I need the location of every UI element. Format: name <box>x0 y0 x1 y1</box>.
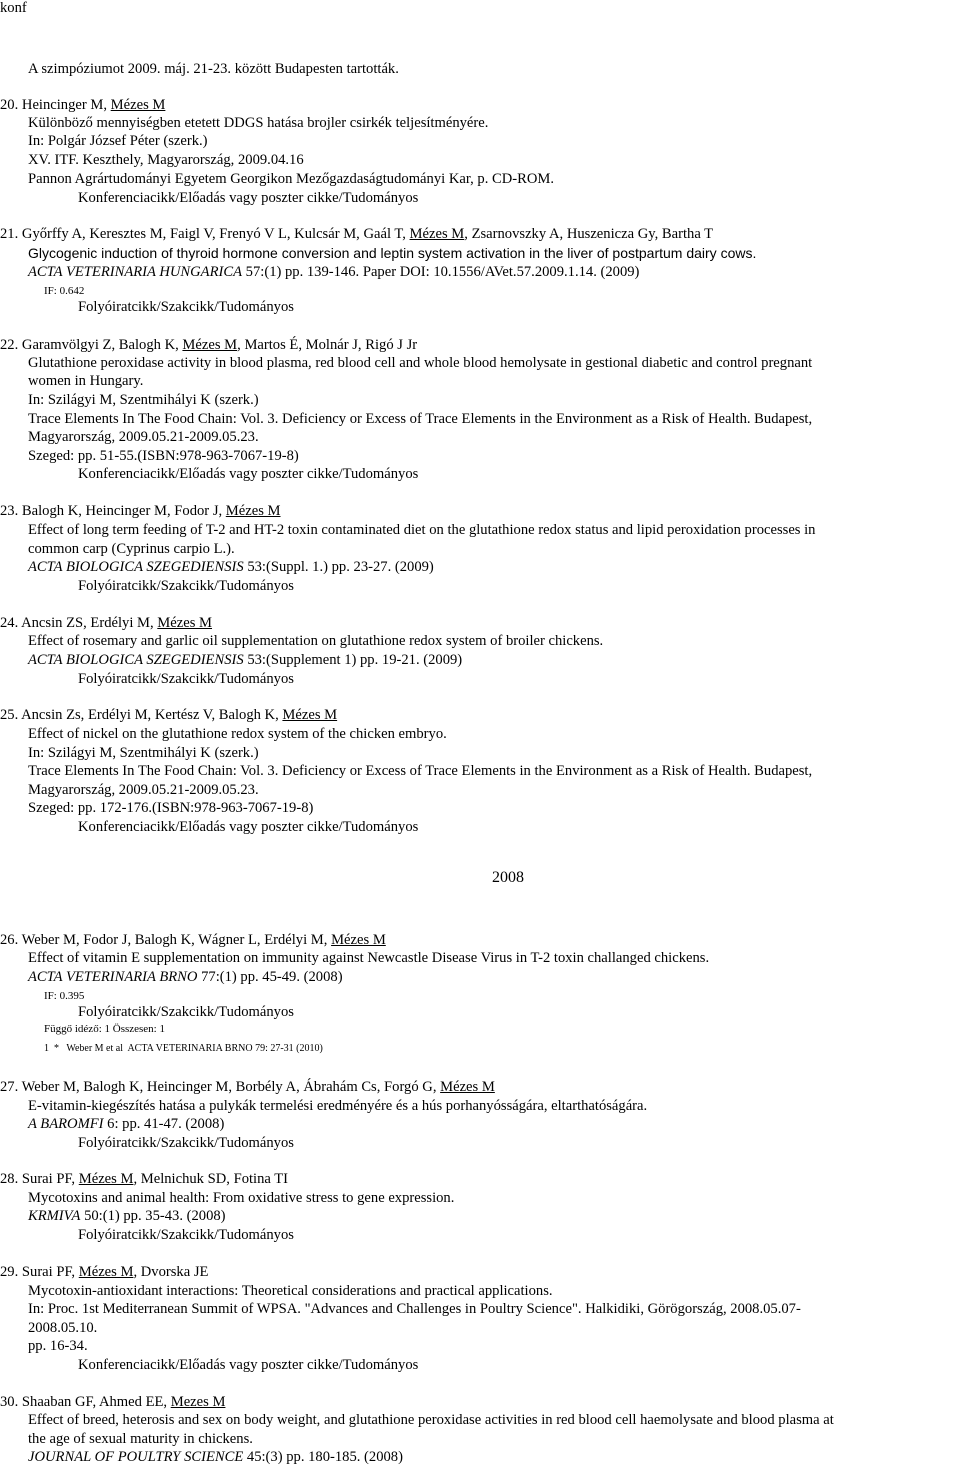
entry-title: Glycogenic induction of thyroid hormone conversion and leptin system activation in the liver of postpartum dairy cows. <box>28 245 757 261</box>
author-link[interactable]: Mézes M <box>225 503 281 519</box>
entry-category: Folyóiratcikk/Szakcikk/Tudományos <box>78 1135 294 1151</box>
entry-authors: Heincinger M, Mézes M <box>21 97 166 113</box>
entry-journal-line: ACTA BIOLOGICA SZEGEDIENSIS 53:(Supplement 1) pp. 19-21. (2009) <box>28 652 463 668</box>
intro-line: A szimpóziumot 2009. máj. 21-23. között Budapesten tartották. <box>28 61 399 77</box>
author-link[interactable]: Mézes M <box>182 337 238 353</box>
entry-25: 25. Ancsin Zs, Erdélyi M, Kertész V, Balogh K, Mézes M <box>0 707 338 723</box>
entry-category: Folyóiratcikk/Szakcikk/Tudományos <box>78 578 294 594</box>
journal-name: KRMIVA <box>28 1208 81 1224</box>
entry-journal-line: ACTA VETERINARIA HUNGARICA 57:(1) pp. 139-146. Paper DOI: 10.1556/AVet.57.2009.1.14. (2009) <box>28 264 640 280</box>
year-heading: 2008 <box>492 869 524 886</box>
citation-summary: Függő idéző: 1 Összesen: 1 <box>44 1023 165 1035</box>
entry-category: Folyóiratcikk/Szakcikk/Tudományos <box>78 1004 294 1020</box>
entry-title: Effect of nickel on the glutathione redox system of the chicken embryo. <box>28 726 447 742</box>
impact-factor: IF: 0.395 <box>44 990 85 1002</box>
entry-category: Konferenciacikk/Előadás vagy poszter cikke/Tudományos <box>78 819 419 835</box>
entry-29: 29. Surai PF, Mézes M, Dvorska JE <box>0 1264 209 1280</box>
page-header: konf <box>0 0 27 16</box>
author-link[interactable]: Mézes M <box>157 615 213 631</box>
entry-title: Mycotoxins and animal health: From oxidative stress to gene expression. <box>28 1190 455 1206</box>
entry-title-cont: common carp (Cyprinus carpio L.). <box>28 541 235 557</box>
entry-pages: Szeged: pp. 172-176.(ISBN:978-963-7067-19-8) <box>28 800 314 816</box>
author-link[interactable]: Mézes M <box>440 1079 495 1095</box>
author-link[interactable]: Mezes M <box>170 1394 226 1410</box>
journal-name: JOURNAL OF POULTRY SCIENCE <box>28 1449 244 1465</box>
entry-26: 26. Weber M, Fodor J, Balogh K, Wágner L, Erdélyi M, Mézes M <box>0 932 386 948</box>
entry-category: Folyóiratcikk/Szakcikk/Tudományos <box>78 671 294 687</box>
entry-title: Különböző mennyiségben etetett DDGS hatása brojler csirkék teljesítményére. <box>28 115 489 131</box>
entry-21: 21. Győrffy A, Keresztes M, Faigl V, Frenyó V L, Kulcsár M, Gaál T, Mézes M, Zsarnovszky A, Huszenicza Gy, Bartha T <box>0 226 714 242</box>
journal-name: ACTA BIOLOGICA SZEGEDIENSIS <box>28 559 244 575</box>
entry-publisher: Pannon Agrártudományi Egyetem Georgikon Mezőgazdaságtudományi Kar, p. CD-ROM. <box>28 171 555 187</box>
journal-name: ACTA VETERINARIA HUNGARICA <box>28 264 243 280</box>
author-link[interactable]: Mézes M <box>110 97 166 113</box>
entry-journal-line: A BAROMFI 6: pp. 41-47. (2008) <box>28 1116 225 1132</box>
entry-title: Effect of vitamin E supplementation on immunity against Newcastle Disease Virus in T-2 toxin challanged chickens. <box>28 950 710 966</box>
entry-24: 24. Ancsin ZS, Erdélyi M, Mézes M <box>0 615 213 631</box>
entry-category: Folyóiratcikk/Szakcikk/Tudományos <box>78 1227 294 1243</box>
journal-name: ACTA BIOLOGICA SZEGEDIENSIS <box>28 652 244 668</box>
author-link[interactable]: Mézes M <box>409 226 465 242</box>
entry-journal-line: ACTA BIOLOGICA SZEGEDIENSIS 53:(Suppl. 1.) pp. 23-27. (2009) <box>28 559 434 575</box>
author-link[interactable]: Mézes M <box>78 1264 134 1280</box>
entry-title: Effect of rosemary and garlic oil supplementation on glutathione redox system of broiler chickens. <box>28 633 604 649</box>
journal-name: A BAROMFI <box>28 1116 104 1132</box>
entry-journal-line: JOURNAL OF POULTRY SCIENCE 45:(3) pp. 180-185. (2008) <box>28 1449 403 1465</box>
entry-title: Glutathione peroxidase activity in blood plasma, red blood cell and whole blood hemolysate in gestional diabetic and control pregnant <box>28 355 813 371</box>
entry-title: Mycotoxin-antioxidant interactions: Theoretical considerations and practical applications. <box>28 1283 553 1299</box>
entry-27: 27. Weber M, Balogh K, Heincinger M, Borbély A, Ábrahám Cs, Forgó G, Mézes M <box>0 1079 495 1095</box>
author-link[interactable]: Mézes M <box>282 707 338 723</box>
entry-conference: Trace Elements In The Food Chain: Vol. 3. Deficiency or Excess of Trace Elements in the Environment as a Risk of Health. Budapest, <box>28 763 813 779</box>
entry-category: Konferenciacikk/Előadás vagy poszter cikke/Tudományos <box>78 190 419 206</box>
entry-editor: In: Polgár József Péter (szerk.) <box>28 133 208 149</box>
entry-proceedings: In: Proc. 1st Mediterranean Summit of WPSA. "Advances and Challenges in Poultry Science". Halkidiki, Görögország, 2008.05.07- <box>28 1301 801 1317</box>
entry-proceedings-date: 2008.05.10. <box>28 1320 98 1336</box>
citation-line: 1 * Weber M et al ACTA VETERINARIA BRNO 79: 27-31 (2010) <box>44 1043 323 1054</box>
author-link[interactable]: Mézes M <box>331 932 386 948</box>
entry-conference-date: Magyarország, 2009.05.21-2009.05.23. <box>28 429 259 445</box>
entry-28: 28. Surai PF, Mézes M, Melnichuk SD, Fotina TI <box>0 1171 289 1187</box>
entry-conference-date: Magyarország, 2009.05.21-2009.05.23. <box>28 782 259 798</box>
entry-category: Konferenciacikk/Előadás vagy poszter cikke/Tudományos <box>78 1357 419 1373</box>
entry-title-cont: the age of sexual maturity in chickens. <box>28 1431 253 1447</box>
entry-category: Folyóiratcikk/Szakcikk/Tudományos <box>78 299 294 315</box>
entry-22: 22. Garamvölgyi Z, Balogh K, Mézes M, Martos É, Molnár J, Rigó J Jr <box>0 337 418 353</box>
entry-editor: In: Szilágyi M, Szentmihályi K (szerk.) <box>28 392 259 408</box>
entry-title-cont: women in Hungary. <box>28 373 144 389</box>
entry-conference: XV. ITF. Keszthely, Magyarország, 2009.04.16 <box>28 152 304 168</box>
entry-20 <box>0 96 165 114</box>
entry-title: E-vitamin-kiegészítés hatása a pulykák termelési eredményére és a hús porhanyósságára, eltarthatóságára. <box>28 1098 648 1114</box>
entry-conference: Trace Elements In The Food Chain: Vol. 3. Deficiency or Excess of Trace Elements in the Environment as a Risk of Health. Budapest, <box>28 411 813 427</box>
entry-journal-line: KRMIVA 50:(1) pp. 35-43. (2008) <box>28 1208 226 1224</box>
journal-name: ACTA VETERINARIA BRNO <box>28 969 198 985</box>
entry-title: Effect of long term feeding of T-2 and HT-2 toxin contaminated diet on the glutathione redox status and lipid peroxidation processes in <box>28 522 816 538</box>
entry-number: 20. <box>0 97 19 113</box>
entry-pages: Szeged: pp. 51-55.(ISBN:978-963-7067-19-8) <box>28 448 299 464</box>
entry-23: 23. Balogh K, Heincinger M, Fodor J, Mézes M <box>0 503 281 519</box>
impact-factor: IF: 0.642 <box>44 285 85 297</box>
entry-pages: pp. 16-34. <box>28 1338 88 1354</box>
entry-30: 30. Shaaban GF, Ahmed EE, Mezes M <box>0 1394 226 1410</box>
entry-category: Konferenciacikk/Előadás vagy poszter cikke/Tudományos <box>78 466 419 482</box>
entry-journal-line: ACTA VETERINARIA BRNO 77:(1) pp. 45-49. (2008) <box>28 969 343 985</box>
author-link[interactable]: Mézes M <box>78 1171 134 1187</box>
entry-editor: In: Szilágyi M, Szentmihályi K (szerk.) <box>28 745 259 761</box>
entry-title: Effect of breed, heterosis and sex on body weight, and glutathione peroxidase activities in red blood cell haemolysate and blood plasma at <box>28 1412 834 1428</box>
